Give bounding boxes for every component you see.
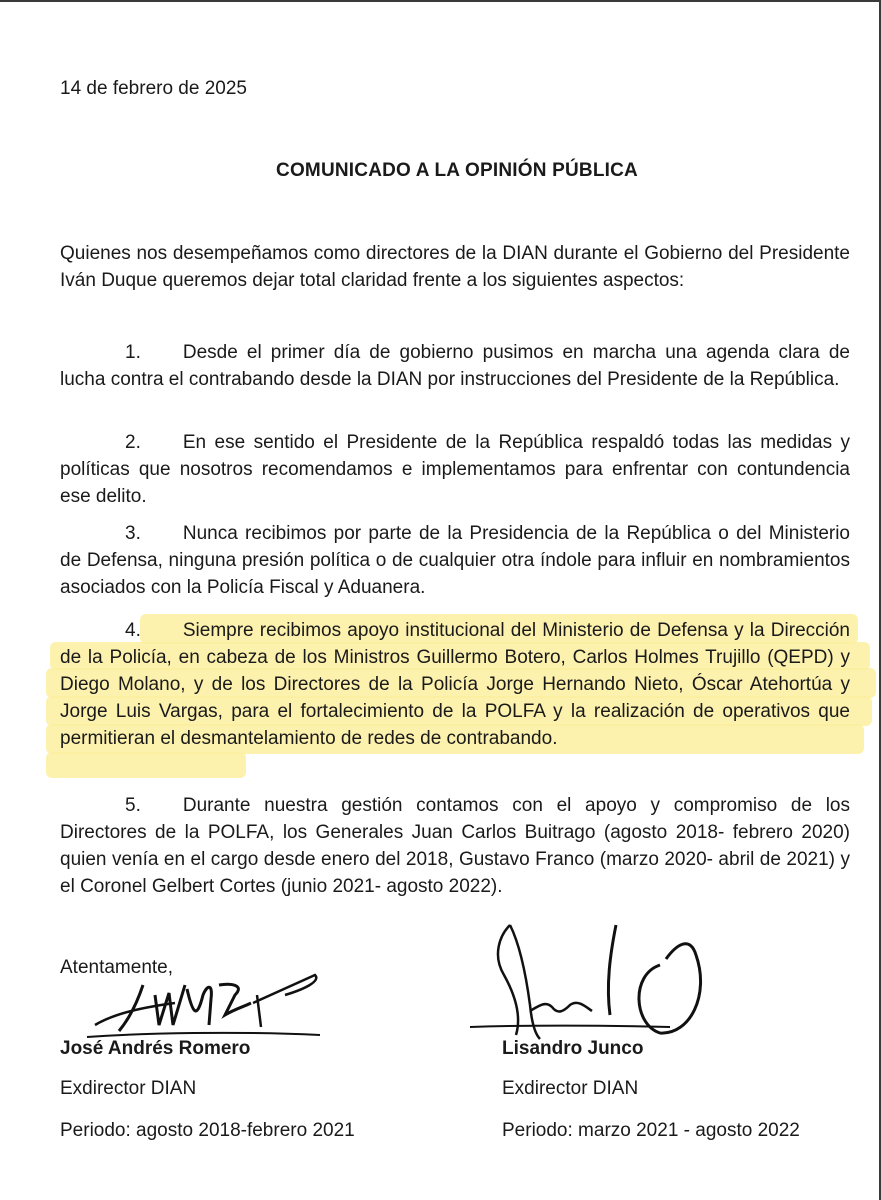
point-text: Desde el primer día de gobierno pusimos en marcha una agenda clara de lucha contra el contrabando desde la DIAN por instrucciones del Presidente de la República. (60, 342, 850, 390)
point-4 (60, 617, 850, 752)
signature-romero (85, 955, 325, 1045)
point-5 (60, 792, 850, 900)
point-text: Durante nuestra gestión contamos con el apoyo y compromiso de los Directores de la POLFA, los Generales Juan Carlos Buitrago (agosto 2018- febrero 2020) quien venía en el cargo desde enero del 2018, Gustavo Franco (marzo 2020- abril de 2021) y el Coronel Gelbert Cortes (junio 2021- agosto 2022). (60, 795, 850, 897)
point-1 (60, 339, 850, 393)
point-text: En ese sentido el Presidente de la República respaldó todas las medidas y políticas que nosotros recomendamos e implementamos para enfrentar con contundencia ese delito. (60, 432, 850, 507)
signature-junco (470, 915, 730, 1045)
point-3 (60, 520, 850, 601)
signatory-name: José Andrés Romero (60, 1038, 251, 1059)
point-number: 1. (125, 342, 141, 363)
document-title: COMUNICADO A LA OPINIÓN PÚBLICA (276, 160, 638, 181)
signatory-name: Lisandro Junco (502, 1038, 644, 1059)
signatory-period: Periodo: marzo 2021 - agosto 2022 (502, 1120, 800, 1141)
point-number: 2. (125, 432, 141, 453)
highlighter-mark (46, 752, 246, 778)
point-number: 4. (125, 620, 141, 641)
point-number: 3. (125, 523, 141, 544)
closing-salutation: Atentamente, (60, 957, 174, 978)
point-text: Siempre recibimos apoyo institucional del Ministerio de Defensa y la Dirección de la Policía, en cabeza de los Ministros Guillermo Botero, Carlos Holmes Trujillo (QEPD) y Diego Molano, y de los Directores de la Policía Jorge Hernando Nieto, Óscar Atehortúa y Jorge Luis Vargas, para el fortalecimiento de la POLFA y la realización de operativos que permitieran el desmantelamiento de redes de contrabando. (60, 620, 850, 749)
document-date: 14 de febrero de 2025 (60, 78, 247, 99)
point-text: Nunca recibimos por parte de la Presidencia de la República o del Ministerio de Defensa, ninguna presión política o de cualquier otra índole para influir en nombramientos asociados con la Policía Fiscal y Aduanera. (60, 523, 850, 598)
intro-paragraph: Quienes nos desempeñamos como directores de la DIAN durante el Gobierno del Presidente Iván Duque queremos dejar total claridad frente a los siguientes aspectos: (60, 243, 850, 291)
signatory-period: Periodo: agosto 2018-febrero 2021 (60, 1120, 355, 1141)
point-number: 5. (125, 795, 141, 816)
point-2 (60, 429, 850, 510)
signatory-role: Exdirector DIAN (60, 1078, 197, 1099)
signatory-role: Exdirector DIAN (502, 1078, 639, 1099)
